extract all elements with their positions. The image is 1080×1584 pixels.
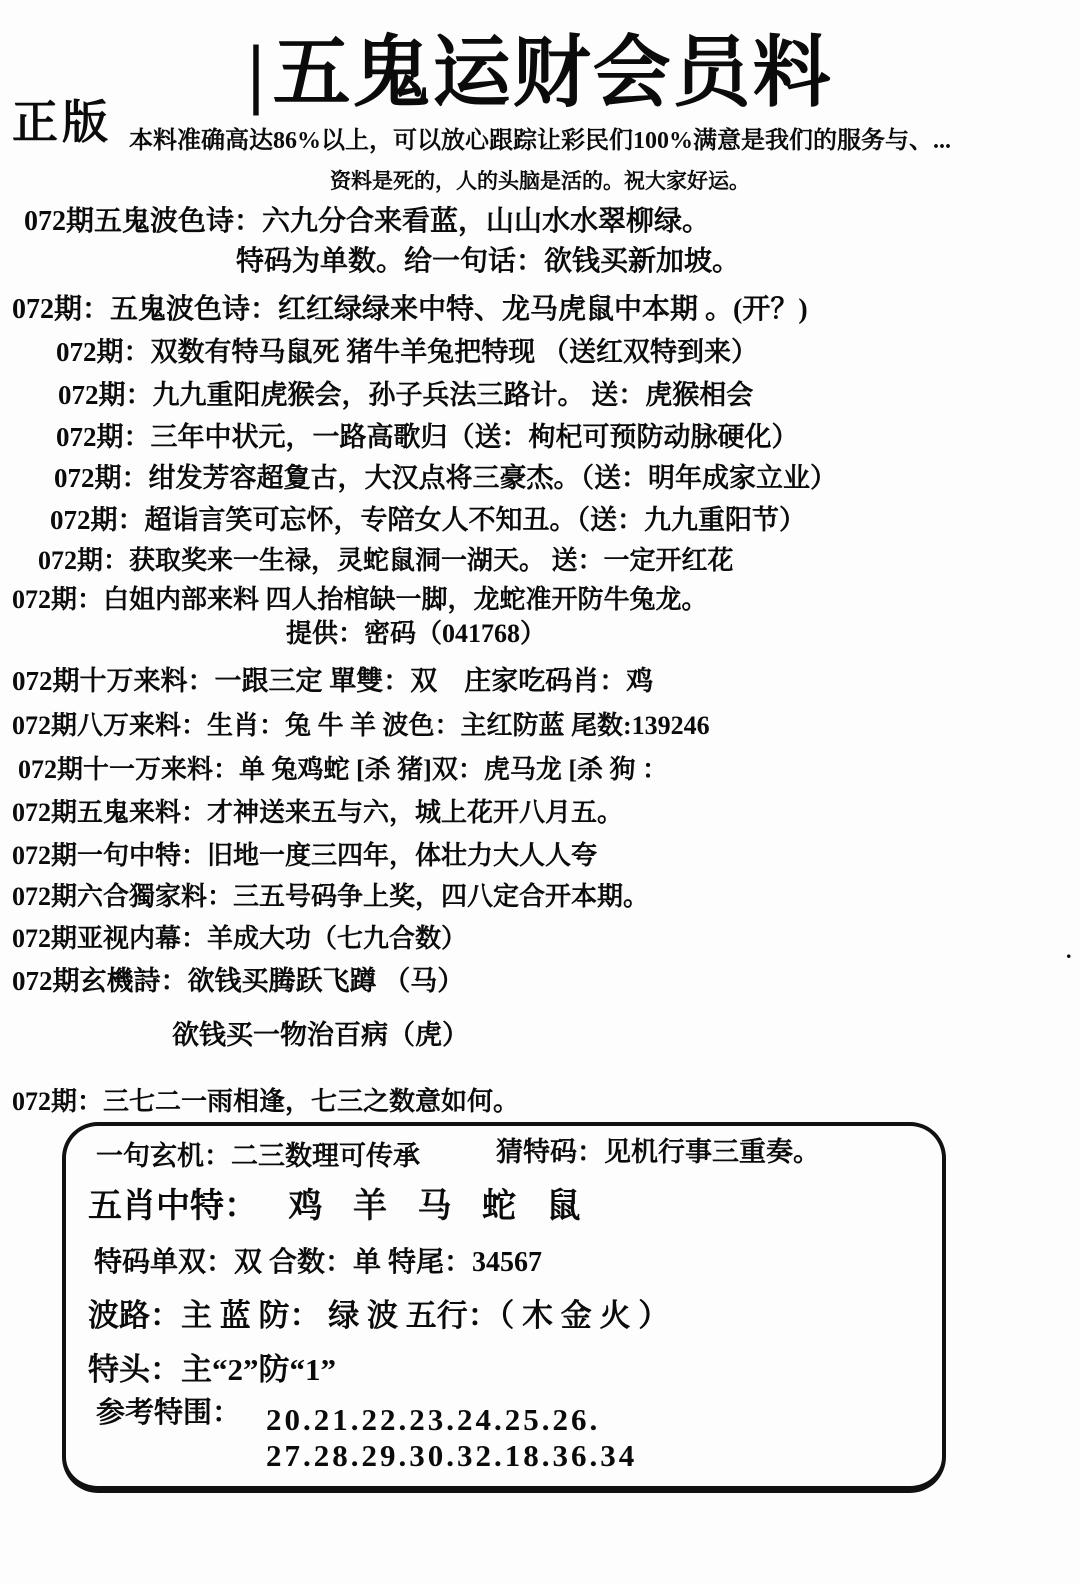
line-rain-meeting: 072期：三七二一雨相逢，七三之数意如何。 [12, 1087, 520, 1116]
line-snake-lake: 072期：获取奖来一生禄，灵蛇鼠洞一湖天。 送：一定开红花 [38, 546, 734, 575]
subtitle-goodluck: 资料是死的，人的头脑是活的。祝大家好运。 [330, 169, 750, 193]
line-five-ghost: 072期五鬼来料：才神送来五与六，城上花开八月五。 [12, 798, 624, 827]
line-wave-poem-1b: 特码为单数。给一句话：欲钱买新加坡。 [236, 246, 741, 277]
line-atv-insider: 072期亚视内幕：羊成大功（七九合数） [12, 924, 468, 953]
reference-numbers-2: 27.28.29.30.32.18.36.34 [266, 1438, 638, 1473]
five-zodiac-special: 五肖中特： 鸡 羊 马 蛇 鼠 [88, 1188, 581, 1225]
line-tiger-monkey: 072期：九九重阳虎猴会，孙子兵法三路计。 送：虎猴相会 [58, 380, 754, 410]
line-100k-material: 072期十万来料：一跟三定 單雙：双 庄家吃码肖：鸡 [12, 666, 654, 696]
line-baijie-internal: 072期：白姐内部来料 四人抬棺缺一脚，龙蛇准开防牛兔龙。 [12, 585, 708, 614]
line-champion: 072期：三年中状元，一路高歌归（送：枸杞可预防动脉硬化） [56, 422, 799, 452]
reference-label: 参考特围： [96, 1397, 242, 1429]
line-one-sentence: 072期一句中特：旧地一度三四年，体壮力大人人夸 [12, 841, 598, 870]
edition-label: 正版 [12, 97, 112, 148]
special-head: 特头：主“2”防“1” [88, 1352, 336, 1387]
reference-numbers-1: 20.21.22.23.24.25.26. [266, 1402, 601, 1437]
subtitle-accuracy: 本料准确高达86%以上，可以放心跟踪让彩民们100%满意是我们的服务与、... [129, 128, 951, 154]
line-80k-material: 072期八万来料：生肖：兔 牛 羊 波色：主红防蓝 尾数:139246 [12, 711, 710, 740]
stray-dot: . [1066, 938, 1072, 963]
parity-summary: 特码单双：双 合数：单 特尾：34567 [94, 1247, 543, 1278]
summary-box [62, 1122, 946, 1493]
mystery-sentence: 一句玄机：二三数理可传承 [96, 1141, 420, 1171]
line-mystery-poem-2: 欲钱买一物治百病（虎） [172, 1020, 469, 1050]
wave-path-summary: 波路：主 蓝 防： 绿 波 五行：（ 木 金 火 ） [88, 1298, 670, 1333]
line-110k-material: 072期十一万来料：单 兔鸡蛇 [杀 猪]双：虎马龙 [杀 狗 ： [18, 755, 668, 784]
page-title-row [0, 29, 1080, 116]
line-laughter: 072期：超诣言笑可忘怀，专陪女人不知丑。（送：九九重阳节） [50, 505, 806, 535]
page-title: 五鬼运财会员料 [272, 29, 833, 116]
line-heroes: 072期：绀发芳容超夐古，大汉点将三豪杰。（送：明年成家立业） [54, 463, 837, 493]
line-wave-poem-2: 072期：五鬼波色诗：红红绿绿来中特、龙马虎鼠中本期 。(开？) [12, 294, 808, 325]
line-wave-poem-1: 072期五鬼波色诗：六九分合来看蓝，山山水水翠柳绿。 [24, 206, 711, 237]
title-artifact-bar: | [247, 29, 267, 116]
line-mystery-poem: 072期玄機詩：欲钱买腾跃飞蹲 （马） [12, 966, 465, 996]
line-password: 提供：密码（041768） [286, 619, 547, 648]
line-even-special: 072期：双数有特马鼠死 猪牛羊兔把特现 （送红双特到来） [56, 337, 758, 367]
guess-special-code: 猜特码：见机行事三重奏。 [496, 1137, 820, 1167]
line-exclusive: 072期六合獨家料：三五号码争上奖，四八定合开本期。 [12, 882, 650, 911]
